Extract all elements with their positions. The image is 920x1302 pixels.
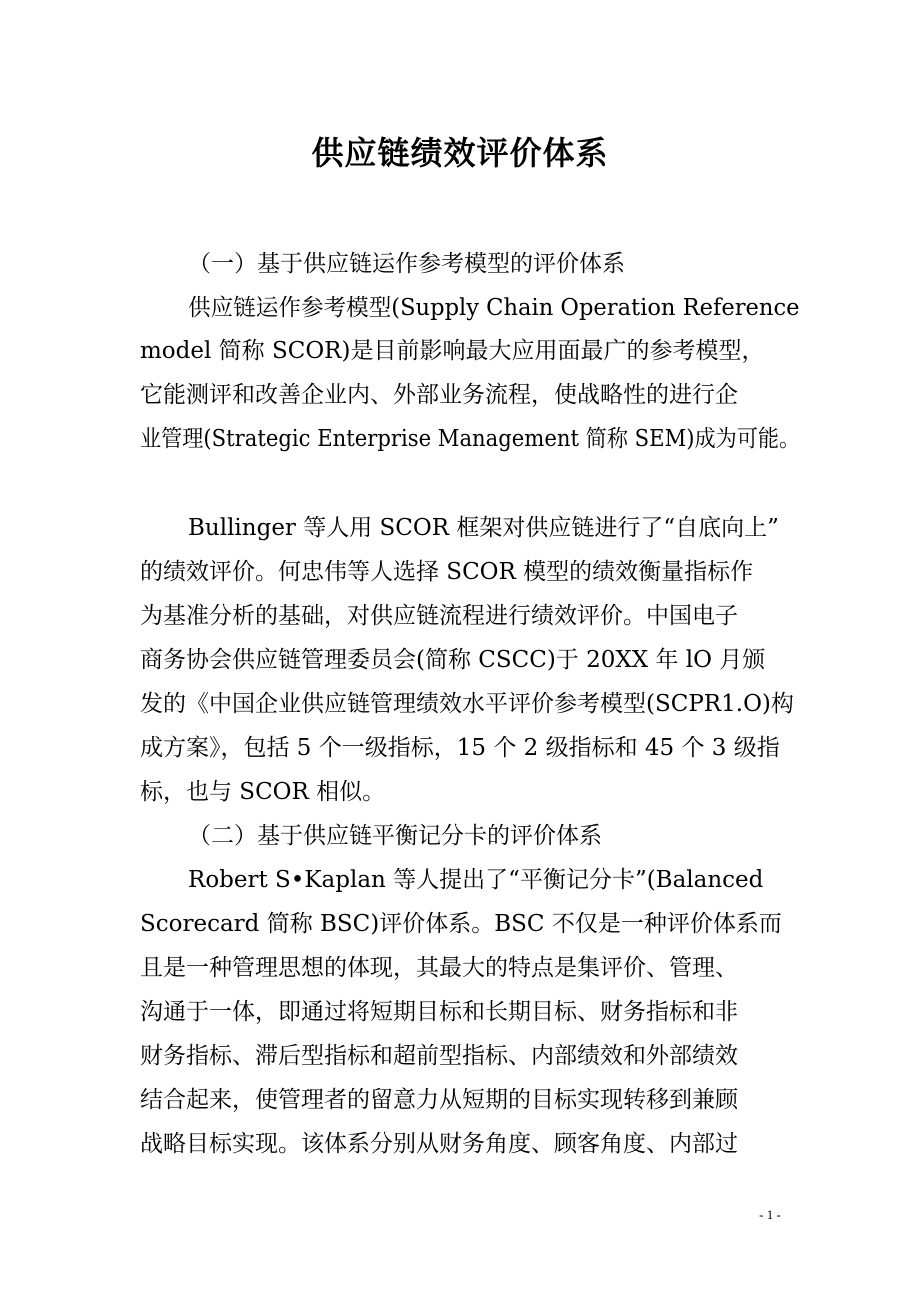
paragraph-line: Robert S•Kaplan 等人提出了“平衡记分卡”(Balanced (188, 867, 764, 893)
paragraph-line: 商务协会供应链管理委员会(简称 CSCC)于 20XX 年 lO 月颁 (140, 647, 766, 673)
paragraph-line: model 简称 SCOR)是目前影响最大应用面最广的参考模型， (140, 338, 765, 364)
paragraph-line: 的绩效评价。何忠伟等人选择 SCOR 模型的绩效衡量指标作 (140, 559, 754, 585)
paragraph-line: 战略目标实现。该体系分别从财务角度、顾客角度、内部过 (140, 1131, 738, 1157)
page-number: - 1 - (759, 1207, 781, 1222)
paragraph-line: 且是一种管理思想的体现，其最大的特点是集评价、管理、 (140, 955, 738, 981)
paragraph-line: 标，也与 SCOR 相似。 (140, 779, 386, 805)
section-heading-1: （一）基于供应链运作参考模型的评价体系 (188, 251, 625, 277)
paragraph-line: 为基准分析的基础，对供应链流程进行绩效评价。中国电子 (140, 603, 738, 629)
paragraph-line: 财务指标、滞后型指标和超前型指标、内部绩效和外部绩效 (140, 1043, 738, 1069)
section-heading-2: （二）基于供应链平衡记分卡的评价体系 (188, 823, 602, 849)
paragraph-line: 供应链运作参考模型(Supply Chain Operation Reference (188, 295, 800, 321)
paragraph-line: 沟通于一体，即通过将短期目标和长期目标、财务指标和非 (140, 999, 738, 1025)
paragraph-line: Bullinger 等人用 SCOR 框架对供应链进行了“自底向上” (188, 515, 779, 541)
paragraph-line: 发的《中国企业供应链管理绩效水平评价参考模型(SCPR1.O)构 (140, 691, 794, 717)
paragraph-line: Scorecard 简称 BSC)评价体系。BSC 不仅是一种评价体系而 (140, 911, 782, 937)
paragraph-line: 它能测评和改善企业内、外部业务流程，使战略性的进行企 (140, 382, 738, 408)
paragraph-line: 结合起来，使管理者的留意力从短期的目标实现转移到兼顾 (140, 1087, 738, 1113)
paragraph-line: 成方案》，包括 5 个一级指标，15 个 2 级指标和 45 个 3 级指 (140, 735, 780, 761)
paragraph-line: 业管理(Strategic Enterprise Management 简称 SEM)成为可能。 (140, 426, 801, 452)
document-title: 供应链绩效评价体系 (311, 134, 609, 172)
